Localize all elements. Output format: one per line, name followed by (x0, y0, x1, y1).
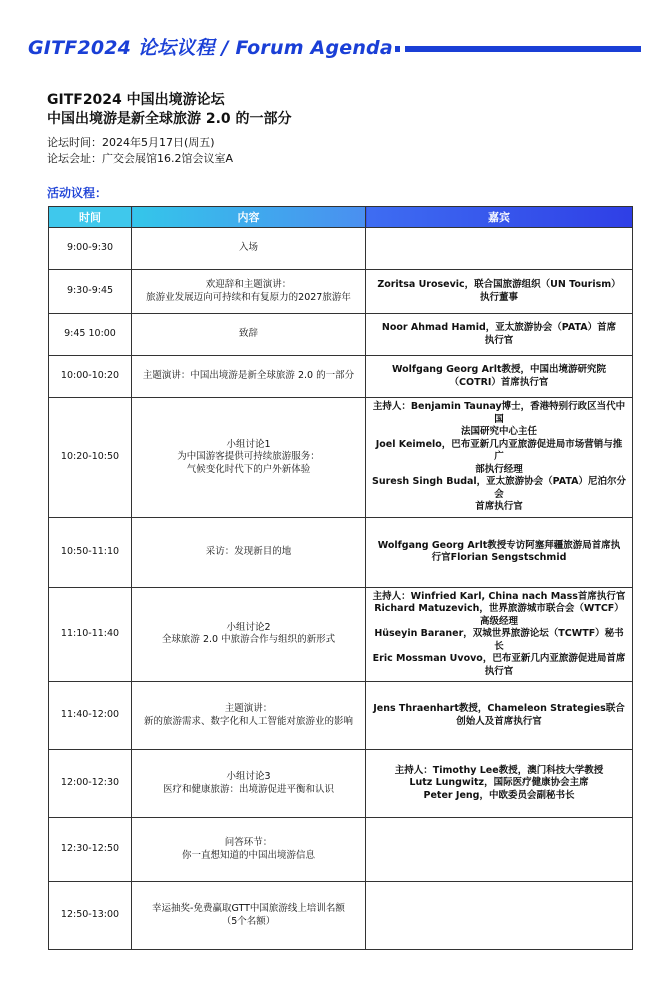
agenda-content-line: 你一直想知道的中国出境游信息 (181, 849, 315, 861)
header-accent-bar (405, 46, 641, 52)
agenda-row (49, 750, 633, 818)
agenda-guest-line: Richard Matuzevich，世界旅游城市联合会（WTCF）高级经理 (374, 603, 624, 627)
agenda-guest-cell (366, 314, 633, 356)
agenda-guest-line: 部执行经理 (475, 463, 523, 475)
agenda-guest-line: Peter Jeng，中欧委员会副秘书长 (423, 789, 575, 801)
agenda-content-line: 新的旅游需求、数字化和人工智能对旅游业的影响 (143, 715, 353, 727)
agenda-content-line: 问答环节： (224, 837, 273, 848)
agenda-time-cell: 12:50-13:00 (49, 882, 132, 950)
agenda-guest-cell (366, 682, 633, 750)
agenda-guest-cell (366, 587, 633, 682)
agenda-content-line: 为中国游客提供可持续旅游服务： (177, 451, 320, 462)
agenda-guest-line: 执行董事 (479, 291, 518, 303)
agenda-guest-line: （COTRI）首席执行官 (449, 376, 549, 388)
agenda-guest-line: Zoritsa Urosevic，联合国旅游组织（UN Tourism） (377, 279, 621, 290)
agenda-content-line: 主题演讲：中国出境游是新全球旅游 2.0 的一部分 (142, 370, 355, 382)
agenda-heading: 活动议程： (47, 186, 108, 200)
agenda-row (49, 314, 633, 356)
forum-title-line2: 中国出境游是新全球旅游 2.0 的一部分 (47, 111, 292, 127)
agenda-time-cell: 10:50-11:10 (49, 517, 132, 587)
column-header-time: 时间 (49, 207, 132, 228)
forum-venue: 论坛会址：广交会展馆16.2馆会议室A (47, 152, 234, 165)
agenda-content-line: 小组讨论3 (226, 771, 271, 782)
agenda-content-line: 幸运抽奖-免费赢取GTT中国旅游线上培训名额 (152, 903, 345, 914)
agenda-guest-line: Jens Thraenhart教授，Chameleon Strategies联合 (373, 703, 625, 714)
agenda-row (49, 682, 633, 750)
agenda-content-cell (132, 270, 366, 314)
agenda-content-line: 全球旅游 2.0 中旅游合作与组织的新形式 (161, 634, 336, 646)
agenda-guest-line: 执行官 (484, 334, 514, 346)
agenda-time-cell: 11:10-11:40 (49, 587, 132, 682)
agenda-content-line: 气候变化时代下的户外新体验 (186, 463, 311, 475)
agenda-content-cell (132, 356, 366, 398)
agenda-guest-line: 首席执行官 (475, 501, 523, 512)
agenda-content-cell (132, 682, 366, 750)
agenda-time-cell: 10:00-10:20 (49, 356, 132, 398)
agenda-row (49, 517, 633, 587)
agenda-table (48, 206, 633, 950)
agenda-guest-cell (366, 750, 633, 818)
forum-meta (47, 135, 233, 167)
agenda-content-cell (132, 750, 366, 818)
agenda-row (49, 270, 633, 314)
agenda-content-line: 入场 (238, 242, 258, 254)
agenda-guest-line: 法国研究中心主任 (460, 426, 537, 437)
agenda-row (49, 882, 633, 950)
agenda-content-cell (132, 587, 366, 682)
agenda-guest-line: 主持人：Benjamin Taunay博士，香港特别行政区当代中国 (372, 401, 626, 425)
agenda-guest-line: Lutz Lungwitz，国际医疗健康协会主席 (409, 777, 589, 789)
agenda-time-cell: 10:20-10:50 (49, 398, 132, 518)
agenda-content-line: 小组讨论1 (226, 438, 271, 450)
agenda-guest-cell (366, 228, 633, 270)
agenda-content-line: 采访：发现新目的地 (205, 545, 292, 557)
forum-title-line1: GITF2024 中国出境游论坛 (47, 92, 225, 108)
agenda-row (49, 587, 633, 682)
agenda-guest-line: 创始人及首席执行官 (456, 715, 542, 727)
agenda-guest-cell (366, 517, 633, 587)
agenda-time-cell: 9:00-9:30 (49, 228, 132, 270)
page-header-title: GITF2024 论坛议程 / Forum Agenda (28, 37, 393, 59)
agenda-content-line: 小组讨论2 (226, 621, 271, 633)
agenda-content-line: 主题演讲： (224, 703, 273, 714)
agenda-content-line: （5个名额） (221, 915, 276, 927)
agenda-guest-cell (366, 882, 633, 950)
agenda-content-cell (132, 517, 366, 587)
agenda-guest-line: Suresh Singh Budal，亚太旅游协会（PATA）尼泊尔分会 (372, 476, 626, 500)
agenda-guest-cell (366, 356, 633, 398)
agenda-content-cell (132, 882, 366, 950)
column-header-guest: 嘉宾 (366, 207, 633, 228)
agenda-guest-line: Joel Keimelo，巴布亚新几内亚旅游促进局市场营销与推广 (375, 438, 623, 462)
agenda-content-cell (132, 228, 366, 270)
agenda-guest-cell (366, 398, 633, 518)
agenda-body (49, 228, 633, 950)
agenda-guest-line: 主持人：Winfried Karl, China nach Mass首席执行官 (372, 590, 626, 602)
agenda-content-line: 欢迎辞和主题演讲： (205, 279, 292, 290)
agenda-content-cell (132, 314, 366, 356)
agenda-guest-line: Wolfgang Georg Arlt教授专访阿塞拜疆旅游局首席执 (377, 539, 621, 551)
agenda-time-cell: 12:30-12:50 (49, 818, 132, 882)
agenda-time-cell: 12:00-12:30 (49, 750, 132, 818)
agenda-guest-line: Eric Mossman Uvovo，巴布亚新几内亚旅游促进局首席执行官 (372, 653, 626, 677)
agenda-guest-line: 主持人：Timothy Lee教授，澳门科技大学教授 (394, 764, 604, 776)
agenda-content-line: 致辞 (238, 328, 258, 340)
agenda-content-cell (132, 818, 366, 882)
agenda-header-row (49, 207, 633, 228)
agenda-row (49, 356, 633, 398)
agenda-time-cell: 9:45 10:00 (49, 314, 132, 356)
agenda-time-cell: 9:30-9:45 (49, 270, 132, 314)
forum-title (47, 91, 292, 129)
column-header-content: 内容 (132, 207, 366, 228)
agenda-content-line: 医疗和健康旅游：出境游促进平衡和认识 (162, 783, 334, 795)
header-accent-mark (395, 46, 400, 52)
agenda-content-cell (132, 398, 366, 518)
agenda-row (49, 398, 633, 518)
agenda-guest-cell (366, 270, 633, 314)
agenda-guest-line: Wolfgang Georg Arlt教授，中国出境游研究院 (391, 364, 607, 375)
agenda-guest-line: 行官Florian Sengstschmid (431, 552, 567, 563)
agenda-content-line: 旅游业发展迈向可持续和有复原力的2027旅游年 (146, 291, 351, 303)
forum-time: 论坛时间：2024年5月17日(周五) (47, 136, 215, 149)
agenda-time-cell: 11:40-12:00 (49, 682, 132, 750)
agenda-guest-line: Noor Ahmad Hamid，亚太旅游协会（PATA）首席 (381, 322, 617, 333)
agenda-guest-cell (366, 818, 633, 882)
agenda-guest-line: Hüseyin Baraner，双城世界旅游论坛（TCWTF）秘书长 (374, 628, 624, 652)
agenda-row (49, 818, 633, 882)
agenda-row (49, 228, 633, 270)
